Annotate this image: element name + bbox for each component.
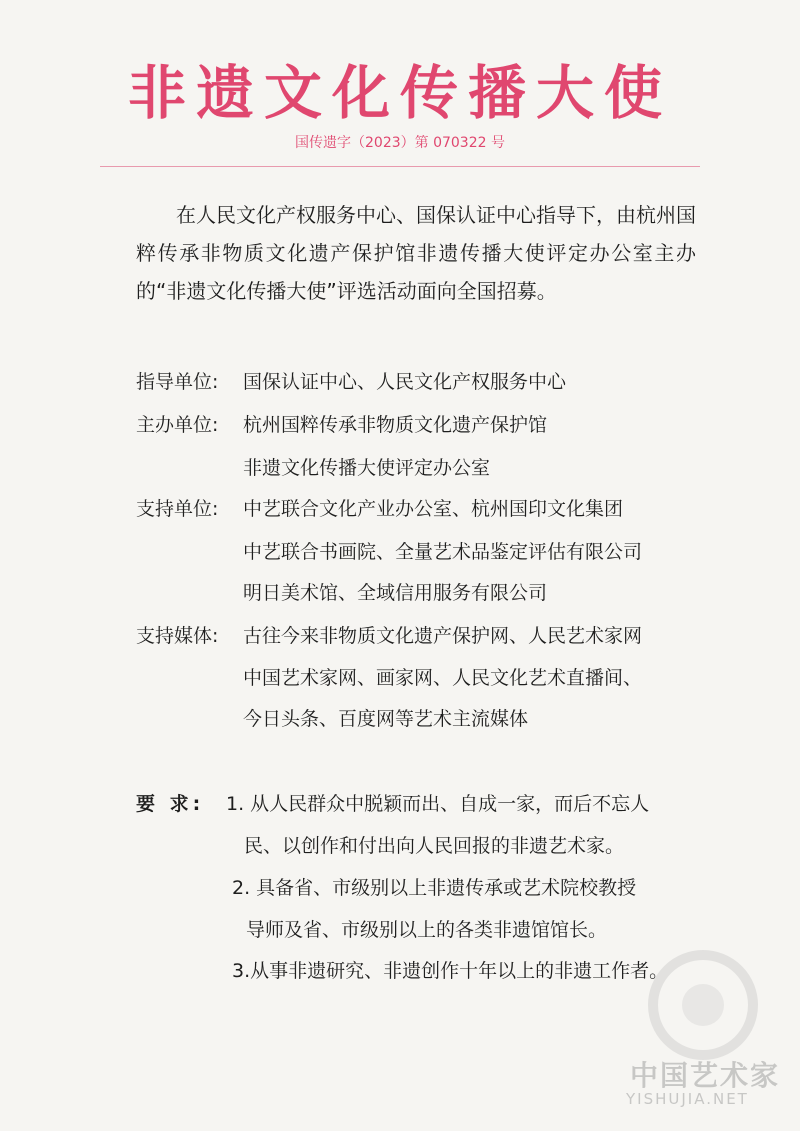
watermark-brand-en: YISHUJIA.NET: [626, 1090, 749, 1108]
support-value: 中艺联合文化产业办公室、杭州国印文化集团: [243, 498, 624, 520]
host-label: 主办单位:: [136, 414, 219, 436]
guide-value: 国保认证中心、人民文化产权服务中心: [243, 371, 567, 393]
watermark-logo-icon: [648, 950, 758, 1060]
media-value: 今日头条、百度网等艺术主流媒体: [243, 708, 529, 730]
media-value: 古往今来非物质文化遗产保护网、人民艺术家网: [243, 625, 643, 647]
media-label: 支持媒体:: [136, 625, 219, 647]
guide-label: 指导单位:: [136, 371, 219, 393]
document-title: 非遗文化传播大使: [127, 59, 672, 127]
requirement-line: 1. 从人民群众中脱颖而出、自成一家，而后不忘人: [226, 793, 650, 815]
support-value: 明日美术馆、全域信用服务有限公司: [243, 582, 548, 604]
requirement-line: 3.从事非遗研究、非遗创作十年以上的非遗工作者。: [232, 960, 669, 982]
requirement-line: 2. 具备省、市级别以上非遗传承或艺术院校教授: [232, 877, 637, 899]
site-watermark: [620, 950, 790, 1120]
requirement-line: 导师及省、市级别以上的各类非遗馆馆长。: [246, 919, 608, 941]
support-value: 中艺联合书画院、全量艺术品鉴定评估有限公司: [243, 541, 643, 563]
requirement-line: 民、以创作和付出向人民回报的非遗艺术家。: [244, 835, 625, 857]
host-value: 非遗文化传播大使评定办公室: [243, 457, 491, 479]
requirements-label: 要 求:: [136, 793, 205, 815]
watermark-brand-cn: 中国艺术家: [630, 1059, 781, 1092]
media-value: 中国艺术家网、画家网、人民文化艺术直播间、: [243, 667, 643, 689]
intro-paragraph: 在人民文化产权服务中心、国保认证中心指导下，由杭州国粹传承非物质文化遗产保护馆非遗传播大使评定办公室主办的“非遗文化传播大使”评选活动面向全国招募。: [136, 203, 696, 303]
host-value: 杭州国粹传承非物质文化遗产保护馆: [243, 414, 548, 436]
header-divider: [100, 166, 700, 167]
document-number: 国传遗字（2023）第 070322 号: [295, 135, 505, 151]
support-label: 支持单位:: [136, 498, 219, 520]
